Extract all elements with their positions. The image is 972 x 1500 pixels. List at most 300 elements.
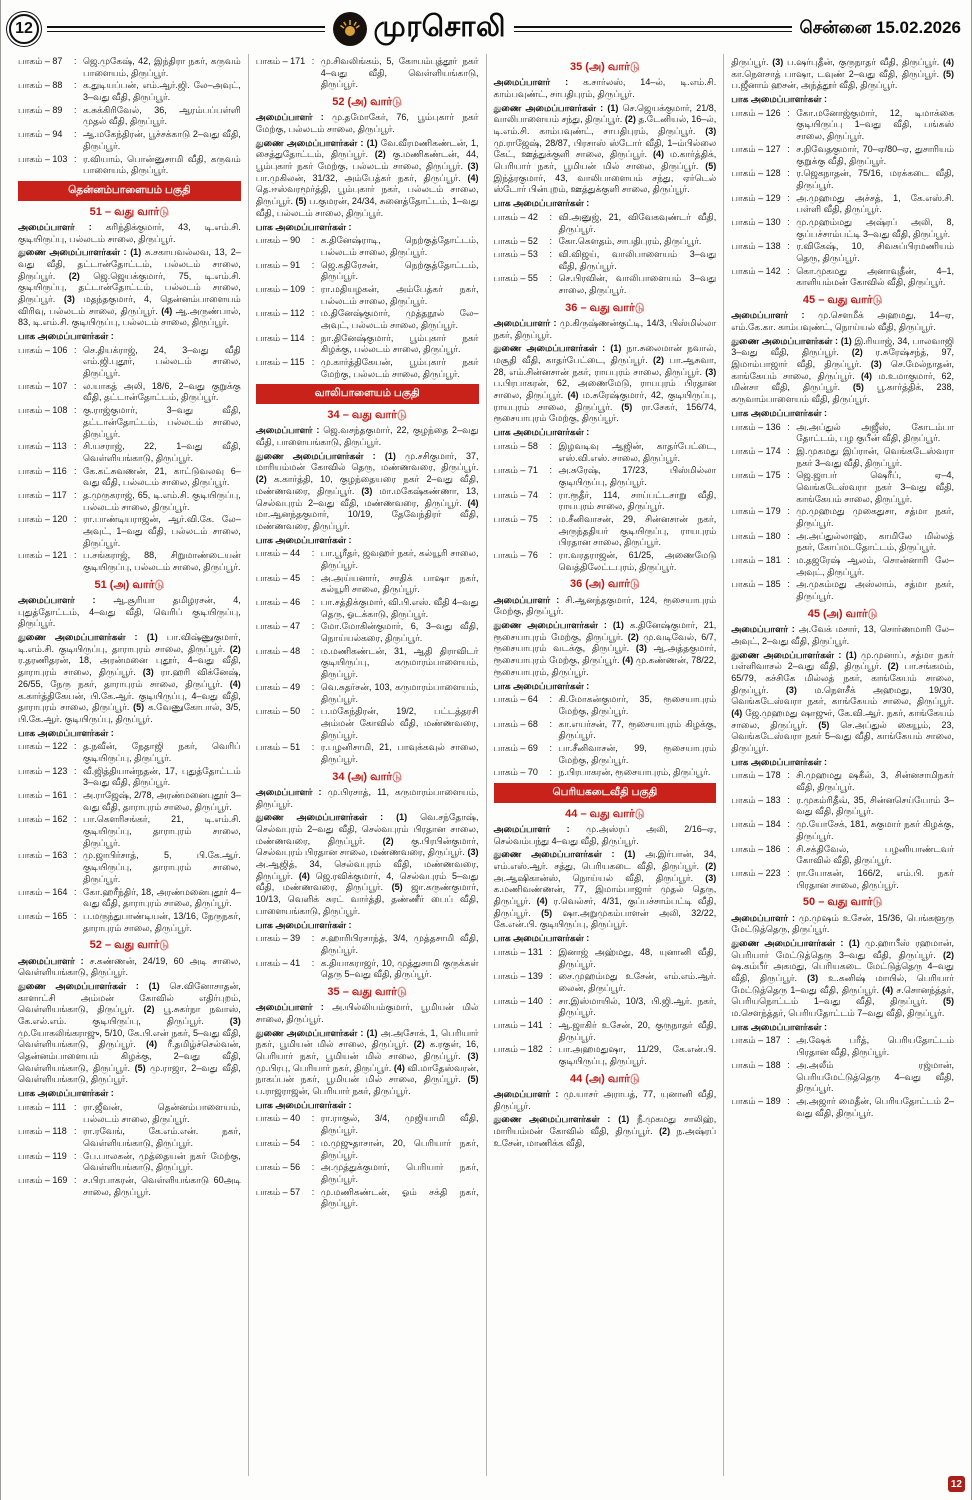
part-text: பா.கௌரிசங்கர், 21, டி.எம்.சி. குடியிருப்பு, தாராபுரம் சாலை, திருப்பூர். <box>83 814 241 848</box>
part-text: அ.முஹமது அச்சத், 1, கே.எஸ்.சி. பள்ளி வீதி, திருப்பூர். <box>796 192 954 215</box>
column-2 <box>248 54 486 1476</box>
enumerator: (5) <box>705 161 717 172</box>
part-number: பாகம் – 142 <box>731 265 781 276</box>
role-label: துணை அமைப்பாளர்கள் : <box>493 102 604 113</box>
role-paragraph: அமைப்பாளர் : கரிந்திக்குமார், 43, டி.எம்.சி. குடியிருப்பு, பல்லடம் சாலை, திருப்பூர். <box>18 221 241 244</box>
part-entry <box>256 308 479 331</box>
part-entry <box>18 514 241 549</box>
part-number: பாகம் – 175 <box>731 470 781 481</box>
part-text: ம.மணிகண்டன், 31, ஆதி திராவிடர் குடியிருப்பு, கருமாரம்பாளையம், திருப்பூர். <box>320 645 479 680</box>
role-label: பாக அமைப்பாளர்கள் : <box>255 221 352 232</box>
part-number: பாகம் – 45 <box>255 572 301 583</box>
role-paragraph <box>731 757 954 769</box>
enumerator: (2) <box>653 355 664 366</box>
part-text: ந.பிரபாகரன், ரூசையாபுரம், திருப்பூர். <box>558 767 711 778</box>
part-entry <box>494 236 717 248</box>
part-entry <box>18 80 241 103</box>
role-paragraph: துணை அமைப்பாளர்கள் : (1) நா.சுலைமான் நவால், மசூதி வீதி, காதர்பேட்டை, திருப்பூர். (2) பா.ஆசுவா, 28, எம்.சின்னசான் நகர், ராயபுரம் சாலை, திருப்பூர். (3) ப.பிரபாகரன், 62, அணைமேடு, ராயபுரம் பிரதான சாலை, திருப்பூர். (4) ம.சுரேஷ்குமார், 42, குடியிருப்பு, ராயபுரம் சாலை, திருப்பூர். (5) ரா.சேகர், 156/74, ரூசையாபுரம் மேற்கு, திருப்பூர். <box>493 343 717 424</box>
colon-separator: : <box>787 843 790 854</box>
page-header <box>1 0 971 52</box>
colon-separator: : <box>74 1126 77 1137</box>
role-paragraph: துணை அமைப்பாளர்கள் : (1) சு.சகாயவல்லவ, 13, 2–வது வீதி, தட்டான்தோட்டம், பல்லடம் சாலை, திருப்பூர். (2) ஜெ.ஜெயக்குமார், 75, டி.எம்.சி. குடியிருப்பு, தட்டான்தோட்டம், பல்லடம் சாலை, திருப்பூர். (3) மதந்தகுமார், 4, தென்னம்பாளையம் விரிவு, பல்லடம் சாலை, திருப்பூர். (4) ஆ.அருண்பால், 83, டி.எம்.சி. குடியிருப்பு, பல்லடம் சாலை, திருப்பூர். <box>18 247 241 328</box>
part-text: ரா.யோகன், 166/2, எம்.பி. நகர் பிரதான சாலை, திருப்பூர். <box>796 867 954 890</box>
role-paragraph: துணை அமைப்பாளர்கள் : (1) அ.அசோக், 1, பெரியார் நகர், பூமியன் மில் சாலை, திருப்பூர். (2) க.ரகுள், 16, பெரியார் நகர், பூமியன் மில் சாலை, திருப்பூர். (3) மு.பிரபு, பெரியார் நகர், திருப்பூர். (4) வி.மாதேஸ்வரன், நாகப்பன் நகர், பூமியன் மில் சாலை, திருப்பூர். (5) ப.ராஜராஜன், பெரியார் நகர், திருப்பூர். <box>255 1027 479 1097</box>
role-label: அமைப்பாளர் : <box>493 594 560 605</box>
ward-heading: 50 – வது வார்டு <box>802 896 883 909</box>
role-paragraph: அமைப்பாளர் : மு.பிரசாத், 11, கருமாரம்பாளையம், திருப்பூர். <box>255 786 479 809</box>
part-text: வீ.ஜித்தியான்நதன், 17, புதுத்தோட்டம் 3–வது வீதி, திருப்பூர். <box>83 765 241 788</box>
section-heading: வாலிபாளையம் பகுதி <box>256 384 479 404</box>
part-number: பாகம் – 111 <box>18 1101 67 1112</box>
enumerator: (5) <box>541 907 553 918</box>
part-entry <box>731 168 954 191</box>
part-text: இனாஜ் அஹ்மது, 48, யுனானி வீதி, திருப்பூர். <box>558 946 717 969</box>
part-entry <box>256 706 479 741</box>
role-label: பாக அமைப்பாளர்கள் : <box>255 534 352 545</box>
part-text: த.நவீன், நேதாஜி நகர், வெரிப் குடியிருப்பு, திருப்பூர். <box>83 741 241 763</box>
part-number: பாகம் – 58 <box>493 440 538 451</box>
enumerator: (1) <box>618 1114 630 1125</box>
colon-separator: : <box>787 794 790 805</box>
part-number: பாகம் – 112 <box>255 308 305 319</box>
part-text: ர.பழனிசாமி, 21, பாவுக்கவுல் சாலை, திருப்பூர். <box>320 742 479 764</box>
part-entry <box>494 514 717 549</box>
role-label: துணை அமைப்பாளர்கள் : <box>255 812 384 823</box>
colon-separator: : <box>311 283 315 294</box>
role-label: அமைப்பாளர் : <box>255 1002 324 1013</box>
part-entry <box>256 1113 479 1136</box>
part-text: ரா.வரதராஜன், 61/25, அணைமேடு வெத்திலேட்டபுரம், திருப்பூர். <box>558 550 717 572</box>
colon-separator: : <box>787 579 790 590</box>
part-entry <box>256 621 479 644</box>
colon-separator: : <box>74 790 77 801</box>
colon-separator: : <box>74 380 77 391</box>
colon-separator: : <box>74 550 77 561</box>
part-entry <box>18 490 241 513</box>
colon-separator: : <box>74 741 77 752</box>
colon-separator: : <box>787 1059 790 1070</box>
part-number: பாகம் – 103 <box>18 153 68 164</box>
part-entry <box>494 1020 717 1043</box>
enumerator: (4) <box>146 1039 158 1050</box>
enumerator: (5) <box>295 196 307 207</box>
part-entry <box>494 490 717 513</box>
role-paragraph: அமைப்பாளர் : மு.கிருஷ்ணன்குட்டி, 14/3, பிஸ்மில்லா நகர், திருப்பூர். <box>493 317 717 340</box>
role-paragraph: துணை அமைப்பாளர்கள் : (1) செ.ஜெயக்குமார், 21/8, வாலிபாளையம் சந்து, திருப்பூர். (2) த.டேனியல், 16–ல், டி.எம்.சி. காம்பவுண்ட், சாபதிபுரம், திருப்பூர். (3) மு.ராஜேஷ், 28/87, பிரசாஸ் ஸ்டோர் வீதி, 1–ம்பில்லை கேட், ஊத்துக்குளி சாலை, திருப்பூர். (4) ம.கார்த்திக், பெரியார் நகர், பூமியன் மில் சாலை, திருப்பூர். (5) இந்த்ரகுமார், 43, வாலிபாளையம் சந்து, ஏர்டெல் ஸ்டோர் பின்புறம், ஊத்துக்குளி சாலை, திருப்பூர். <box>493 102 717 195</box>
colon-separator: : <box>311 1186 315 1197</box>
enumerator: (3) <box>229 1016 241 1027</box>
role-paragraph: அமைப்பாளர் : ச.கண்ணன், 24/19, 60 அடி சாலை, வெள்ளியங்காடு, திருப்பூர். <box>18 955 241 978</box>
colon-separator: : <box>787 1095 790 1106</box>
role-paragraph: அமைப்பாளர் : ஜெ.வசந்தகுமார், 22, குழந்தை 2–வது வீதி, பாளையங்காடு, திருப்பூர். <box>255 425 479 448</box>
part-text: இழவடிவு ஆஜின், காதர்பேட்டை, எஸ்.வி.எஸ். சாலை, திருப்பூர். <box>558 440 717 463</box>
role-label: பாக அமைப்பாளர்கள் : <box>18 331 114 341</box>
role-paragraph: துணை அமைப்பாளர்கள் : (1) க.தினேஷ்குமார், 21, ரூசையாபுரம் மேற்கு, திருப்பூர். (2) மு.வடிவேல், 6/7, ரூசையாபுரம் வடக்கு, திருப்பூர். (3) ஆ.அத்தகுமார், ரூசையாபுரம் மேற்கு, திருப்பூர். (4) மு.கண்ணன், 78/22, ரூசையாபுரம், திருப்பூர். <box>493 620 717 677</box>
part-number: பாகம் – 131 <box>493 946 543 957</box>
part-entry <box>18 850 241 885</box>
part-text: மு.முஹமது முகைதுசா, சத்மா நகர், திருப்பூர். <box>796 506 954 529</box>
part-text: வி.விஜய், வாலிபாளையம் 3–வது வீதி, திருப்பூர். <box>558 248 717 271</box>
part-text: ரா.மதியழகன், அம்பேத்கர் நகர், பல்லடம் சாலை, திருப்பூர். <box>320 283 479 306</box>
part-text: ம.தினேஷ்குமார், முத்தநூல் லே–அவுட், பல்லடம் சாலை, திருப்பூர். <box>320 308 479 331</box>
role-label: அமைப்பாளர் : <box>493 317 557 328</box>
part-entry <box>256 1187 479 1210</box>
part-text: ச.ஹாரிபிரசாந்த், 3/4, முத்தசாமி வீதி, திருப்பூர். <box>320 933 479 955</box>
part-number: பாகம் – 109 <box>255 283 306 294</box>
part-entry <box>494 947 717 970</box>
enumerator: (3) <box>467 1051 479 1062</box>
part-text: ப.மருந்துபாண்டியன், 13/16, நேருநகர், தாராபுரம் சாலை, திருப்பூர். <box>83 910 241 933</box>
colon-separator: : <box>311 597 315 608</box>
enumerator: (2) <box>624 114 636 125</box>
colon-separator: : <box>74 910 77 921</box>
enumerator: (4) <box>652 149 664 160</box>
part-entry <box>256 646 479 681</box>
part-entry <box>256 260 479 283</box>
colon-separator: : <box>787 143 790 154</box>
part-entry <box>731 1035 954 1058</box>
part-text: அ.அப்துல்லாஹ், காமிலே மில்லத் நகர், கோப்மடதோட்டம், திருப்பூர். <box>796 530 954 553</box>
role-paragraph: துணை அமைப்பாளர்கள் : (1) நீ.முகமது சாலிஹ், மாரியம்மன் கோவில் வீதி, திருப்பூர். (2) ந.அஷ்ரப் உசேன், மாணிக்க வீதி, <box>493 1114 717 1148</box>
continuation-paragraph: திருப்பூர். (3) ப.ஷர்புதீன், குருநாதர் வீதி, திருப்பூர். (4) கா.நௌசாத் பாஷா, டவுண் 2–வது வீதி, திருப்பூர். (5) ப.ஜீனாம் ஹசன், அந்த்தூர் வீதி, திருப்பூர். <box>731 57 954 91</box>
part-entry <box>494 1044 717 1067</box>
colon-separator: : <box>311 572 315 583</box>
enumerator: (2) <box>887 661 899 672</box>
part-entry <box>731 1096 954 1119</box>
part-number: பாகம் – 53 <box>493 248 538 259</box>
enumerator: (4) <box>731 707 743 718</box>
part-entry <box>494 743 717 766</box>
part-number: பாகம் – 141 <box>493 1019 543 1030</box>
part-number: பாகம் – 120 <box>18 514 68 525</box>
ward-heading: 35 – வது வார்டு <box>327 985 407 998</box>
ward-heading: 45 – வது வார்டு <box>802 294 883 307</box>
part-entry <box>731 770 954 793</box>
part-number: பாகம் – 182 <box>493 1044 543 1055</box>
colon-separator: : <box>787 470 790 481</box>
section-heading: பெரியகடைவீதி பகுதி <box>494 783 717 803</box>
role-label: துணை அமைப்பாளர்கள் : <box>731 649 842 660</box>
role-label: அமைப்பாளர் : <box>18 955 84 966</box>
masthead-title: முரசொலி <box>373 11 506 43</box>
part-text: ப.சங்கராஜ், 88, சிறுமாண்டையன் குடியிருப்பு, பல்லடம் சாலை, திருப்பூர். <box>83 550 241 573</box>
ward-heading: 51 – வது வார்டு <box>89 205 170 218</box>
part-number: பாகம் – 91 <box>255 259 301 270</box>
role-label: துணை அமைப்பாளர்கள் : <box>493 1114 611 1125</box>
role-label: பாக அமைப்பாளர்கள் : <box>731 407 827 418</box>
part-text: ரா.ரூதீர், 114, சாய்பட்டசாறு வீதி, ராயபுரம் சாலை, திருப்பூர். <box>558 489 717 512</box>
part-entry <box>256 548 479 571</box>
role-label: அமைப்பாளர் : <box>18 595 96 606</box>
colon-separator: : <box>74 489 77 500</box>
colon-separator: : <box>311 1137 315 1148</box>
enumerator: (1) <box>366 137 378 148</box>
part-text: ம.முஜுதாசான், 20, பெரியார் நகர், திருப்பூர். <box>320 1137 479 1160</box>
part-text: ர.விகேஷ், 10, சிவசுப்பிரமணியம் தெரு, திருப்பூர். <box>796 241 954 263</box>
part-text: சை.முஹம்மது உசேன், எம்.எம்.ஆர். லைன், திருப்பூர். <box>558 971 717 993</box>
part-entry <box>731 868 954 891</box>
part-number: பாகம் – 123 <box>18 765 68 776</box>
enumerator: (5) <box>818 719 830 730</box>
enumerator: (3) <box>467 847 479 858</box>
colon-separator: : <box>787 168 790 179</box>
part-entry <box>18 466 241 489</box>
part-number: பாகம் – 129 <box>731 192 781 203</box>
part-entry <box>256 357 479 380</box>
part-number: பாகம் – 128 <box>731 168 781 179</box>
column-3 <box>486 54 724 1476</box>
part-text: மு.கார்த்திகேயன், பூம்புகார் நகர் மேற்கு, பல்லடம் சாலை, திருப்பூர். <box>320 357 479 379</box>
role-label: துணை அமைப்பாளர்கள் : <box>18 247 127 258</box>
colon-separator: : <box>787 555 790 566</box>
colon-separator: : <box>549 550 553 561</box>
colon-separator: : <box>787 216 790 227</box>
colon-separator: : <box>74 886 77 897</box>
part-number: பாகம் – 186 <box>731 843 781 854</box>
colon-separator: : <box>549 946 553 957</box>
part-text: ர.முகம்ரிதீவ், 35, சின்னசெய்யோம் 3–வது வீதி, திருப்பூர். <box>796 794 954 817</box>
enumerator: (1) <box>607 102 619 113</box>
enumerator: (1) <box>840 335 852 346</box>
part-entry <box>256 682 479 705</box>
part-text: ஜெ.ஜாபர் ஷெரீப், ஏ–4, வெங்கடேஸ்வரா நகர் 3–வது வீதி, காங்கேயம் சாலை, திருப்பூர். <box>796 470 954 504</box>
colon-separator: : <box>74 129 77 140</box>
role-paragraph: துணை அமைப்பாளர்கள் : (1) இ.ரியாஜ், 34, பாலவாஜி 3–வது வீதி, திருப்பூர். (2) ர.சுரேஷ்சந்த், 97, இமாம்பாஜார் வீதி, திருப்பூர். (3) செ.மேல்நாதன், காங்கேயம் சாலை, திருப்பூர். (4) ம.உமாகுமார், 62, மின்சா வீதி, திருப்பூர். (5) பூ.கார்த்திக், 238, கருவாம்பாளையம் வீதி, திருப்பூர். <box>731 335 954 405</box>
ward-heading: 34 – வது வார்டு <box>327 409 407 422</box>
part-number: பாகம் – 139 <box>493 971 543 982</box>
part-entry <box>494 212 717 235</box>
part-number: பாகம் – 138 <box>731 241 781 252</box>
role-paragraph <box>494 198 717 210</box>
part-number: பாகம் – 223 <box>731 867 781 878</box>
part-entry <box>731 844 954 867</box>
masthead <box>333 11 507 47</box>
part-text: க.துடியப்பன், எம்.ஆர்.ஜி. லே–அவுட், 3–வது வீதி, திருப்பூர். <box>83 80 241 103</box>
ward-heading: 52 – வது வார்டு <box>89 939 170 952</box>
role-paragraph: துணை அமைப்பாளர்கள் : (1) அ.இர்பான், 34, எம்.எஸ்.ஆர். சத்து, பெரியகடை வீதி, திருப்பூர். (2) அ.ஆஷிகான்ஸ், நொய்யல் வீதி, திருப்பூர். (3) க.மணிவண்ணன், 77, இமாம்பாஜார் முதல் தெரு, திருப்பூர். (4) ர.வெல்சர், 4/31, குப்பச்சாம்பட்டி வீதி, திருப்பூர். (5) ஷா.அறுமுகம்பாளன் அலி, 32/22, கே.என்.பி. குடியிருப்பு, திருப்பூர். <box>493 849 717 930</box>
colon-separator: : <box>549 971 553 982</box>
enumerator: (4) <box>229 678 241 689</box>
colon-separator: : <box>311 957 315 968</box>
colon-separator: : <box>787 530 790 541</box>
colon-separator: : <box>787 421 790 432</box>
enumerator: (3) <box>63 293 75 304</box>
part-text: கோ.கௌதம், சாபதிபுரம், திருப்பூர். <box>558 236 702 247</box>
part-text: மு.மணிகண்டன், ஓம் சக்தி நகர், திருப்பூர். <box>320 1186 479 1209</box>
part-number: பாகம் – 114 <box>255 332 305 343</box>
part-number: பாகம் – 54 <box>255 1137 301 1148</box>
part-entry <box>731 470 954 505</box>
part-number: பாகம் – 189 <box>731 1095 781 1106</box>
part-number: பாகம் – 171 <box>255 56 306 66</box>
enumerator: (1) <box>612 620 624 631</box>
enumerator: (4) <box>161 305 173 316</box>
part-entry <box>18 345 241 380</box>
enumerator: (3) <box>807 973 819 984</box>
part-number: பாகம் – 56 <box>255 1162 301 1173</box>
enumerator: (4) <box>298 870 310 881</box>
enumerator: (5) <box>943 996 954 1007</box>
article-columns <box>11 54 961 1476</box>
colon-separator: : <box>787 770 790 781</box>
ward-heading: 35 (அ) வார்டு <box>570 61 640 73</box>
part-text: ர.ஜெகநாதன், 75/16, மரக்கடை வீதி, திருப்பூர். <box>796 168 954 190</box>
part-text: கோ.ஹரீந்திர், 18, அரண்மனைபுதூர் 4–வது வீதி, தாராபுரம் சாலை, திருப்பூர். <box>83 886 241 909</box>
colon-separator: : <box>311 681 315 692</box>
part-text: அ.சுரேஷ், 17/23, பிஸ்மில்லா குடியிருப்பு, திருப்பூர். <box>558 465 717 487</box>
column-4 <box>723 54 961 1476</box>
colon-separator: : <box>549 1019 553 1030</box>
colon-separator: : <box>74 1101 77 1112</box>
enumerator: (2) <box>705 861 717 872</box>
part-text: மு.ஜாபிர்சாத், 5, பி.கே.ஆர். குடியிருப்பு, தாராபுரம் சாலை, திருப்பூர். <box>83 850 241 884</box>
part-number: பாகம் – 126 <box>731 107 781 118</box>
part-number: பாகம் – 165 <box>18 910 68 921</box>
enumerator: (2) <box>229 643 241 654</box>
part-number: பாகம் – 87 <box>18 56 63 66</box>
ward-heading: 51 (அ) வார்டு <box>94 578 165 591</box>
part-text: ம.சீனிவாசன், 29, சின்னசான் நகர், அருந்ததியர் குடியிருப்பு, ராயபுரம் பிரதான சாலை, திருப்பூர். <box>558 513 717 548</box>
enumerator: (1) <box>384 450 396 461</box>
part-number: பாகம் – 179 <box>731 506 781 517</box>
part-number: பாகம் – 169 <box>18 1174 68 1185</box>
part-text: பா.சீனிவாசன், 99, ரூசையாபுரம் மேற்கு, திருப்பூர். <box>558 742 717 765</box>
colon-separator: : <box>549 742 553 753</box>
enumerator: (5) <box>133 702 145 713</box>
part-text: அ.அப்துல் அஜீஸ், கோடம்பா தோட்டம், பழ குபீன் வீதி, திருப்பூர். <box>796 421 954 444</box>
part-text: மு.யோசேக், 181, சுகுமார் நகர் கிழக்கு, திருப்பூர். <box>796 819 954 841</box>
role-label: அமைப்பாளர் : <box>731 624 795 635</box>
part-entry <box>494 249 717 272</box>
colon-separator: : <box>311 259 315 270</box>
enumerator: (2) <box>627 631 639 642</box>
part-text: வி.அனுஜ், 21, விவேகவுண்டர் வீதி, திருப்பூர். <box>558 211 717 234</box>
colon-separator: : <box>549 236 553 247</box>
part-text: ல.யாகத் அலி, 18/6, 2–வது குறுக்கு வீதி, தட்டான்தோட்டம், திருப்பூர். <box>83 380 241 403</box>
part-text: ஆ.மகேந்திரன், பூச்சக்காடு 2–வது வீதி, திருப்பூர். <box>83 129 241 151</box>
part-entry <box>731 144 954 167</box>
role-paragraph: அமைப்பாளர் : அ.வேக் மசார், 13, சொர்ணமாரி லே–அவுட், 2–வது வீதி, திருப்பூர். <box>731 624 954 646</box>
part-entry <box>18 105 241 128</box>
role-label: பாக அமைப்பாளர்கள் : <box>493 680 590 691</box>
enumerator: (2) <box>851 347 863 358</box>
part-text: வெ.சுதர்சன், 103, கருமாரம்பாளையம், திருப்பூர். <box>320 681 479 704</box>
enumerator: (5) <box>852 382 864 393</box>
part-entry <box>256 573 479 596</box>
enumerator: (4) <box>536 896 548 907</box>
part-number: பாகம் – 113 <box>18 441 67 452</box>
part-text: ப.மகேந்திரன், 19/2, பட்டத்தரசி அம்மன் கோவில் வீதி, மண்ணவரை, திருப்பூர். <box>320 706 479 740</box>
colon-separator: : <box>74 1150 77 1161</box>
part-entry <box>18 766 241 789</box>
enumerator: (5) <box>467 1074 479 1085</box>
part-text: சி.யசராஜ், 22, 1–வது வீதி, வெள்ளியங்காடு, திருப்பூர். <box>83 441 241 463</box>
section-heading: தென்னம்பாளையம் பகுதி <box>18 181 241 201</box>
role-label: அமைப்பாளர் : <box>493 1089 559 1099</box>
role-label: அமைப்பாளர் : <box>18 221 92 232</box>
part-number: பாகம் – 185 <box>731 579 781 590</box>
enumerator: (3) <box>361 485 373 496</box>
part-text: கி.மோகன்குமார், 35, ரூசையாபுரம் மேற்கு, திருப்பூர். <box>558 694 717 716</box>
part-number: பாகம் – 89 <box>18 104 63 115</box>
role-paragraph: துணை அமைப்பாளர்கள் : (1) வே.வீரமணிகண்டன், 1, சைத்துதோட்டம், திருப்பூர். (2) கு.மணிகண்டன், 44, பூம்புகார் நகர் மேற்கு, பல்லடம் சாலை, திருப்பூர். (3) பா.முகிலன், 31/32, அம்பேத்கர் நகர், திருப்பூர். (4) தெ.ஈஸ்வரமூர்த்தி, பூம்புகார் நகர், பல்லடம் சாலை, திருப்பூர். (5) ப.குமரன், 24/34, சுனைத்தோட்டம், 1–வது வீதி, பல்லடம் சாலை, திருப்பூர். <box>255 137 479 218</box>
part-entry <box>731 506 954 529</box>
part-entry <box>494 719 717 742</box>
enumerator: (5) <box>943 68 954 79</box>
role-label: துணை அமைப்பாளர்கள் : <box>255 450 376 461</box>
colon-separator: : <box>549 718 553 729</box>
enumerator: (3) <box>705 872 717 883</box>
enumerator: (3) <box>705 126 717 137</box>
enumerator: (3) <box>705 366 717 377</box>
colon-separator: : <box>787 867 790 878</box>
role-label: அமைப்பாளர் : <box>255 786 322 797</box>
colon-separator: : <box>787 445 790 456</box>
part-text: ஜெ.கதிரேசன், நெற்குத்தோட்டம், திருப்பூர். <box>320 259 479 282</box>
part-entry <box>494 465 717 488</box>
part-number: பாகம் – 174 <box>731 445 781 456</box>
role-label: அமைப்பாளர் : <box>255 112 324 123</box>
colon-separator: : <box>311 1113 315 1124</box>
part-number: பாகம் – 163 <box>18 850 68 861</box>
enumerator: (3) <box>467 161 479 172</box>
role-paragraph <box>731 1022 954 1034</box>
colon-separator: : <box>549 513 553 524</box>
role-label: பாக அமைப்பாளர்கள் : <box>731 756 827 767</box>
role-label: பாக அமைப்பாளர்கள் : <box>731 94 827 105</box>
column-1 <box>11 54 248 1476</box>
role-paragraph <box>731 408 954 420</box>
part-entry <box>731 193 954 216</box>
part-entry <box>731 795 954 818</box>
role-paragraph <box>731 94 954 106</box>
part-text: அ.முத்துக்குமார், பெரியார் நகர், திருப்பூர். <box>320 1162 479 1184</box>
part-entry <box>731 266 954 289</box>
role-paragraph: அமைப்பாளர் : அ.யில்லியம்குமார், பூமியன் மில் சாலை, திருப்பூர். <box>255 1002 479 1024</box>
part-text: மோ.மோகின்குமார், 6, 3–வது வீதி, நொய்யல்கரை, திருப்பூர். <box>320 621 479 644</box>
colon-separator: : <box>787 192 790 203</box>
part-entry <box>18 56 241 79</box>
part-entry <box>731 446 954 469</box>
part-number: பாகம் – 88 <box>18 80 63 91</box>
city-dateline: சென்னை 15.02.2026 <box>799 18 962 37</box>
colon-separator: : <box>74 465 77 476</box>
part-text: அ.ராஜேஷ், 2/78, அரண்மனைபுதூர் 3–வது வீதி, தாராபுரம் சாலை, திருப்பூர். <box>83 790 241 812</box>
colon-separator: : <box>311 706 315 717</box>
enumerator: (1) <box>130 247 142 258</box>
part-number: பாகம் – 178 <box>731 770 781 781</box>
enumerator: (5) <box>621 401 633 412</box>
part-entry <box>18 381 241 404</box>
colon-separator: : <box>549 767 553 778</box>
part-text: செ.பிரவின், வாலிபாளையம் 3–வது சாலை, திருப்பூர். <box>558 273 717 295</box>
part-entry <box>18 887 241 910</box>
part-entry <box>18 441 241 464</box>
enumerator: (4) <box>860 370 872 381</box>
part-entry <box>731 579 954 602</box>
enumerator: (1) <box>366 1027 378 1038</box>
colon-separator: : <box>74 850 77 861</box>
colon-separator: : <box>311 235 315 246</box>
enumerator: (4) <box>467 172 479 183</box>
enumerator: (3) <box>772 57 784 67</box>
part-text: அ.முகம்மது அஸ்லாம், சத்மா நகர், திருப்பூர். <box>796 579 954 602</box>
part-number: பாகம் – 127 <box>731 143 781 154</box>
role-paragraph <box>494 427 717 439</box>
enumerator: (1) <box>146 632 158 643</box>
role-paragraph: அமைப்பாளர் : சி.ஆனந்தகுமார், 124, ரூசையாபுரம் மேற்கு, திருப்பூர். <box>493 594 717 617</box>
enumerator: (4) <box>393 1062 405 1073</box>
